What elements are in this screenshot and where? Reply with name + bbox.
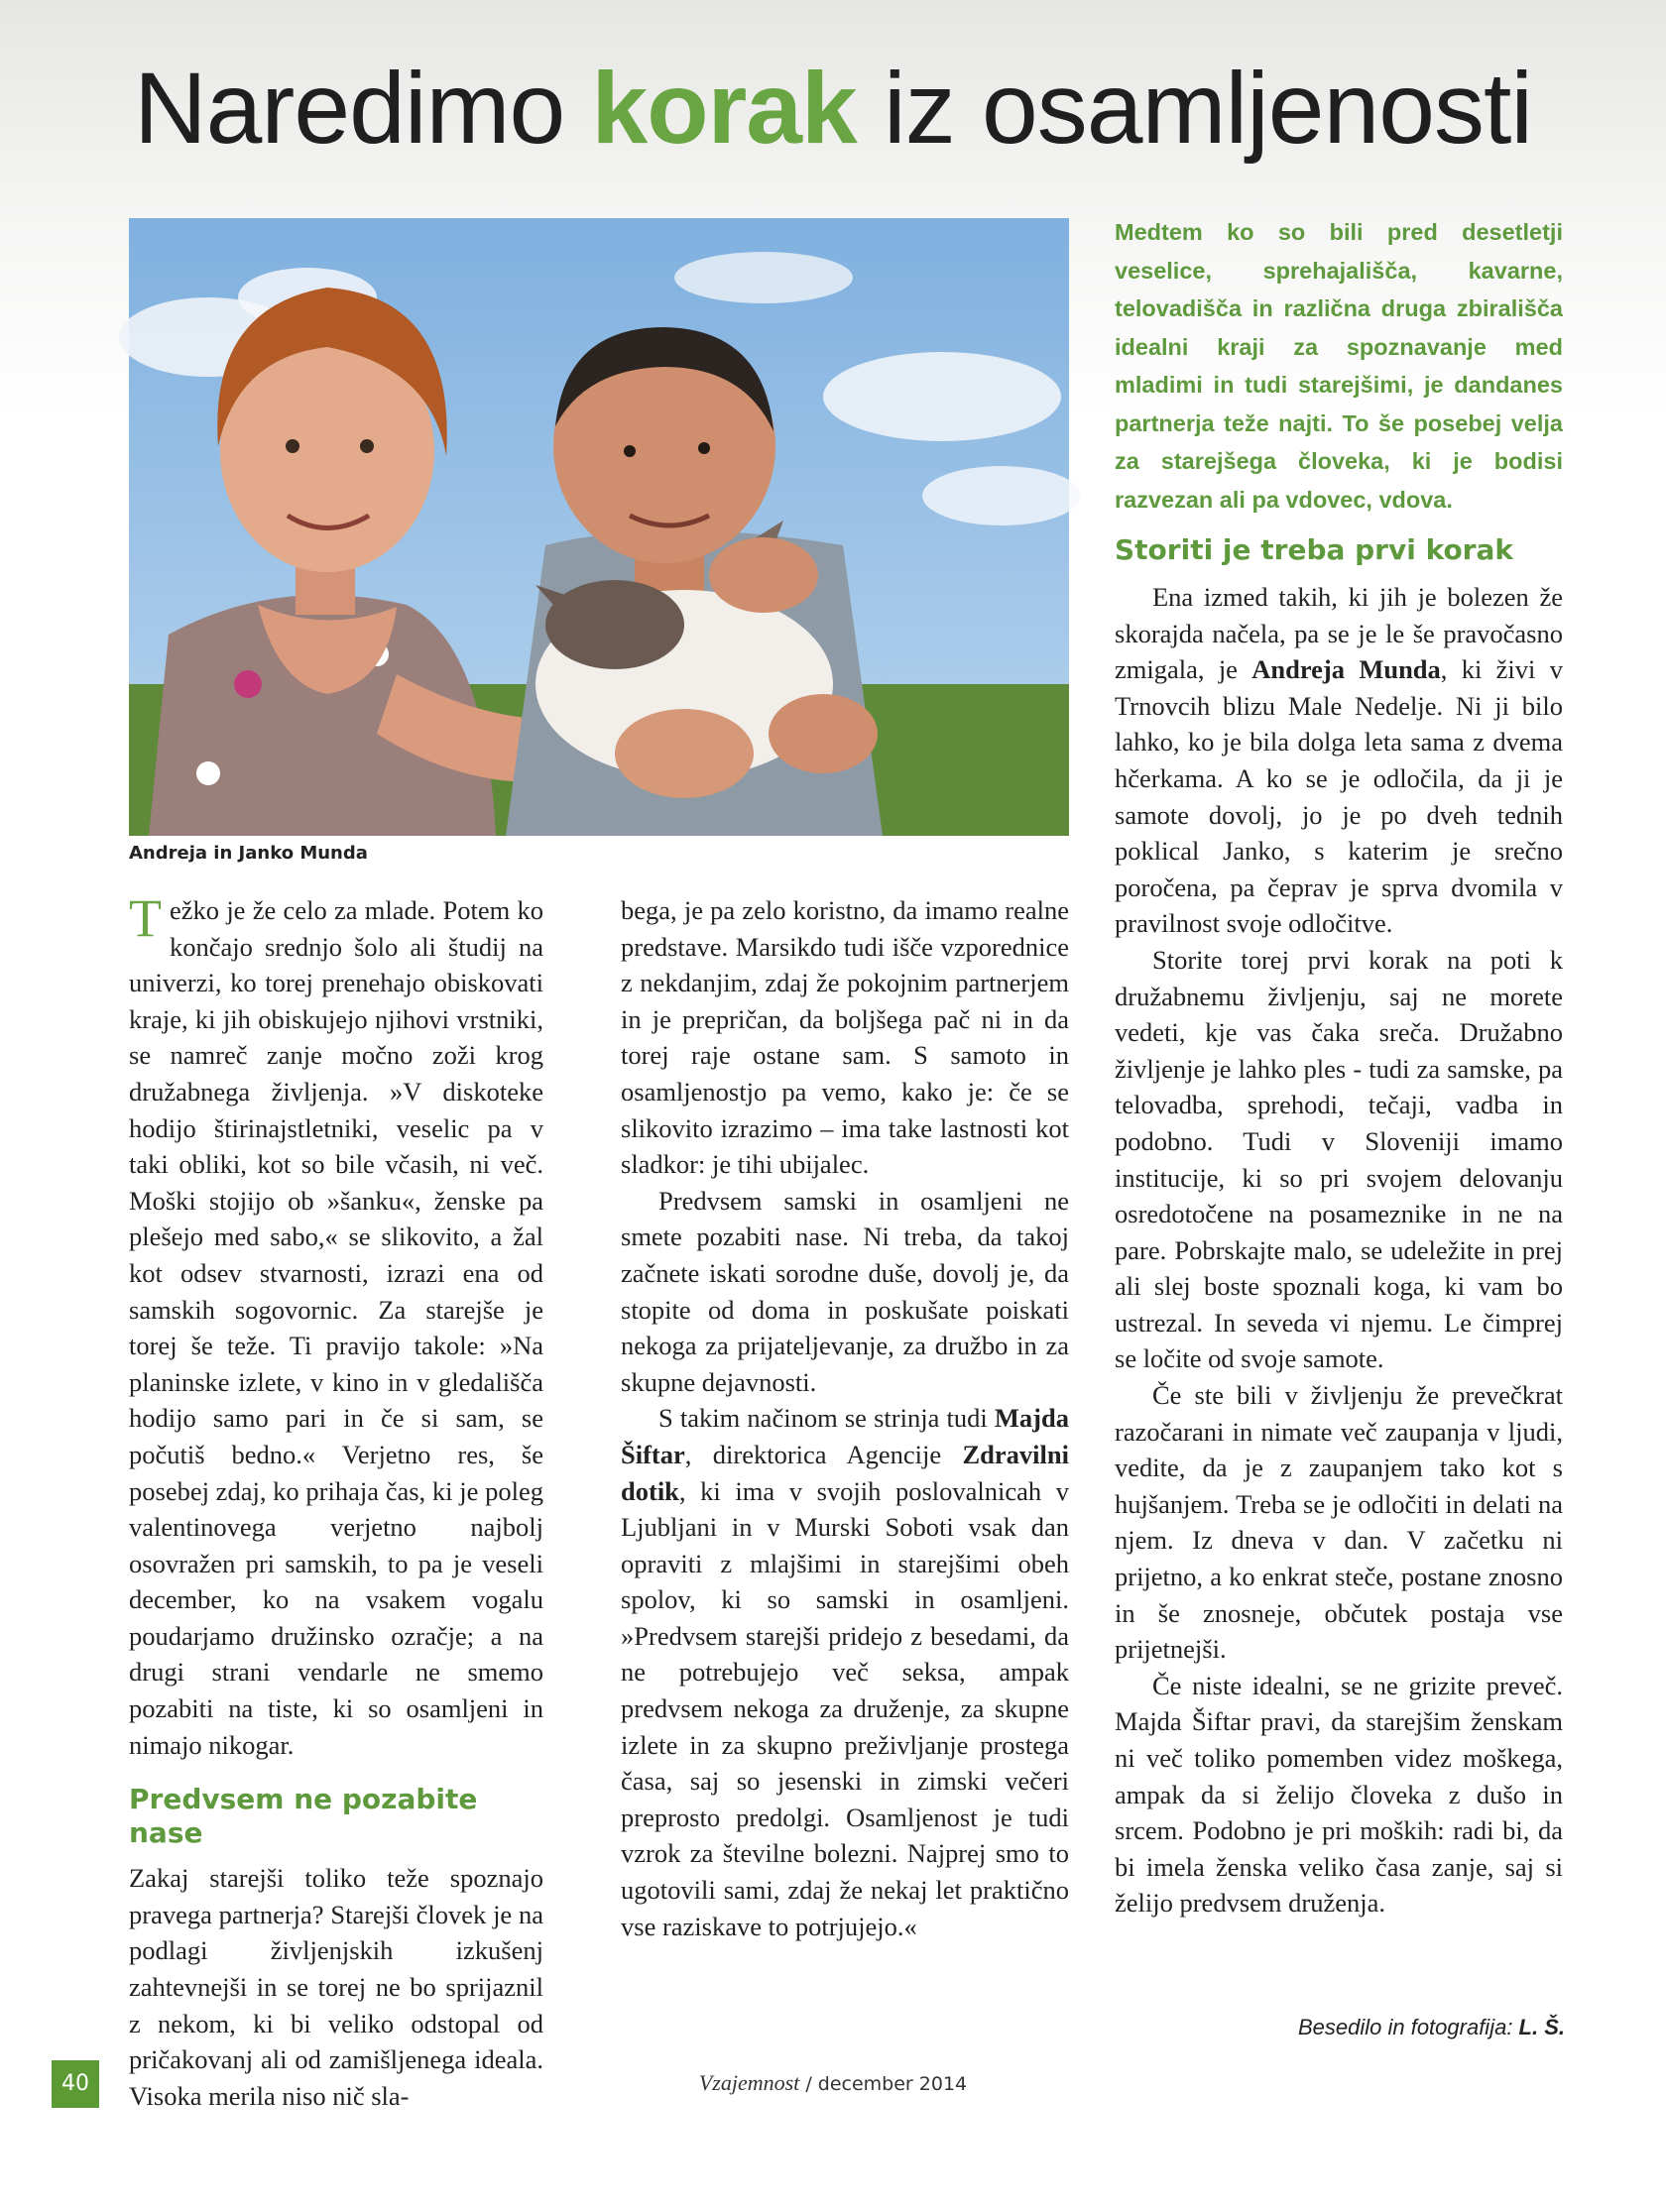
byline	[1298, 2015, 1565, 2040]
column-2	[621, 892, 1069, 2067]
col3-paragraph-2: Storite torej prvi korak na poti k družabnemu življenju, saj ne morete vedeti, kje vas čaka sreča. Družabno življenje je lahko ples - tudi za samske, pa telovadba, sprehodi, tečaji, vadba in podobno. Tudi v Sloveniji imamo institucije, ki so pri svojem delovanju osredotočene na posameznike in ne na pare. Pobrskajte malo, se udeležite in prej ali slej boste spoznali koga, ki vam bo ustrezal. In seveda vi njemu. Le čimprej se ločite od svoje samote.	[1115, 944, 1563, 1374]
col2-paragraph-3	[621, 1400, 1069, 1944]
photo-illustration	[129, 218, 1069, 836]
lead-paragraph: Medtem ko so bili pred desetletji veselice, sprehajališča, kavarne, telovadišča in različna druga zbirališča idealni kraji za spoznavanje med mladimi in tudi starejšimi, je dandanes partnerja teže najti. To še posebej velja za starejšega človeka, ki je bodisi razvezan ali pa vdovec, vdova.	[1115, 219, 1563, 513]
col2-p3-text-c: , direktorica Agencije	[684, 1439, 963, 1469]
col2-paragraph-2: Predvsem samski in osamljeni ne smete pozabiti nase. Ni treba, da takoj začnete iskati sorodne duše, dovolj je, da stopite od doma in poskušate poiskati nekoga za prijateljevanje, za družbo in za skupne dejavnosti.	[621, 1185, 1069, 1397]
title-after: iz osamljenosti	[856, 52, 1532, 165]
subheading-storiti: Storiti je treba prvi korak	[1115, 533, 1514, 566]
col2-p3-text-d: , ki ima v svojih poslovalnicah v Ljubljani in v Murski Soboti vsak dan opraviti z mlajšimi in starejšimi obeh spolov, ki so samski in osamljeni. »Predvsem starejši pridejo z besedami, da ne potrebujejo več seksa, ampak predvsem nekoga za druženje, za skupne izlete in za skupno preživljanje prostega časa, saj so jesenski in zimski večeri preprosto predolgi. Osamljenost je tudi vzrok za številne bolezni. Najprej smo to ugotovili sami, zdaj že nekaj let praktično vse raziskave to potrjujejo.«	[621, 1475, 1069, 1941]
title-before: Naredimo	[134, 52, 592, 165]
col1-paragraph-1-text: ežko je že celo za mlade. Potem ko končajo srednjo šolo ali študij na univerzi, ko torej prenehajo obiskovati kraje, ki jih obiskujejo njihovi vrstniki, se namreč zanje močno zoži krog družabnega življenja. »V diskoteke hodijo štirinajstletniki, veselic pa v taki obliki, kot so bile včasih, ni več. Moški stojijo ob »šanku«, ženske pa plešejo med sabo,« se slikovito, a žal kot odsev stvarnosti, izrazi ena od samskih sogovornic. Za starejše je torej še teže. Ti pravijo takole: »Na planinske izlete, v kino in v gledališča hodijo samo pari in če si sam, se počutiš bedno.« Verjetno res, še posebej zdaj, ko prihaja čas, ki je poleg valentinovega verjetno najbolj osovražen pri samskih, to pa je veseli december, ko na vsakem vogalu poudarjamo družinsko ozračje; a na drugi strani vendarle ne smemo pozabiti na tiste, ki so osamljeni in nimajo nikogar.	[129, 895, 543, 1760]
col3-p1-text-a: Ena izmed takih, ki jih je bolezen že skorajda načela, pa se je le še pravočasno zmigala, je	[1115, 582, 1563, 685]
col3-paragraph-4: Če niste idealni, se ne grizite preveč. Majda Šiftar pravi, da starejšim ženskam ni več toliko pomemben videz moškega, ampak da si želijo človeka z dušo in srcem. Podobno je pri moških: radi bi, da bi imela ženska veliko časa zanje, saj si želijo predvsem druženja.	[1115, 1670, 1563, 1919]
agency-name: Zdravilni dotik	[621, 1439, 1069, 1506]
issue-date: / december 2014	[799, 2073, 968, 2095]
page-title	[0, 52, 1666, 165]
byline-author: L. Š.	[1518, 2015, 1565, 2039]
col1-paragraph-2: Zakaj starejši toliko teže spoznajo pravega partnerja? Starejši človek je na podlagi življenjskih izkušenj zahtevnejši in se torej ne bo sprijaznil z nekom, ki bi veliko odstopal od pričakovanj ali od zamišljenega ideala. Visoka merila niso nič sla-	[129, 1863, 543, 2111]
col3-paragraph-3: Če ste bili v življenju že prevečkrat razočarani in nimate več zaupanja v ljudi, vedite, da je z zaupanjem tako kot s hujšanjem. Treba se je odločiti in delati na njem. Iz dneva v dan. V začetku ni prijetno, a ko enkrat steče, postane znosno in še znosneje, občutek postaja vse prijetnejši.	[1115, 1380, 1563, 1665]
col1-paragraph-1	[129, 888, 543, 1763]
page-number: 40	[52, 2060, 99, 2108]
col2-paragraph-1: bega, je pa zelo koristno, da imamo realne predstave. Marsikdo tudi išče vzporednice z nekdanjim, zdaj že pokojnim partnerjem in je prepričan, da boljšega pač ni in da torej raje ostane sam. S samoto in osamljenostjo pa vemo, kako je: če se slikovito izrazimo – ima take lastnosti kot sladkor: je tihi ubijalec.	[621, 895, 1069, 1180]
byline-label: Besedilo in fotografija:	[1297, 2015, 1519, 2039]
name-andreja-munda: Andreja Munda	[1251, 654, 1441, 685]
drop-cap: T	[129, 888, 162, 948]
magazine-name: Vzajemnost	[698, 2070, 800, 2095]
column-1	[129, 888, 543, 2111]
footer	[0, 2070, 1666, 2096]
column-3	[1115, 579, 1563, 2037]
photo-andreja-janko	[129, 218, 1069, 836]
col2-p3-text-a: S takim načinom se strinja tudi	[658, 1403, 995, 1434]
col3-p1-text-c: , ki živi v Trnovcih blizu Male Nedelje. Ni ji bilo lahko, ko je bila dolga leta sama z dvema hčerkama. A ko se je odločila, da ji je samote dovolj, jo je po dveh tednih poklical Janko, s katerim je srečno poročena, pa čeprav je sprva dvomila v pravilnost svoje odločitve.	[1115, 654, 1563, 939]
photo-caption: Andreja in Janko Munda	[129, 843, 368, 864]
subheading-predvsem: Predvsem ne pozabite nase	[129, 1783, 478, 1850]
col3-paragraph-1	[1115, 579, 1563, 942]
name-majda-siftar: Majda Šiftar	[621, 1403, 1069, 1469]
title-keyword: korak	[591, 52, 857, 165]
